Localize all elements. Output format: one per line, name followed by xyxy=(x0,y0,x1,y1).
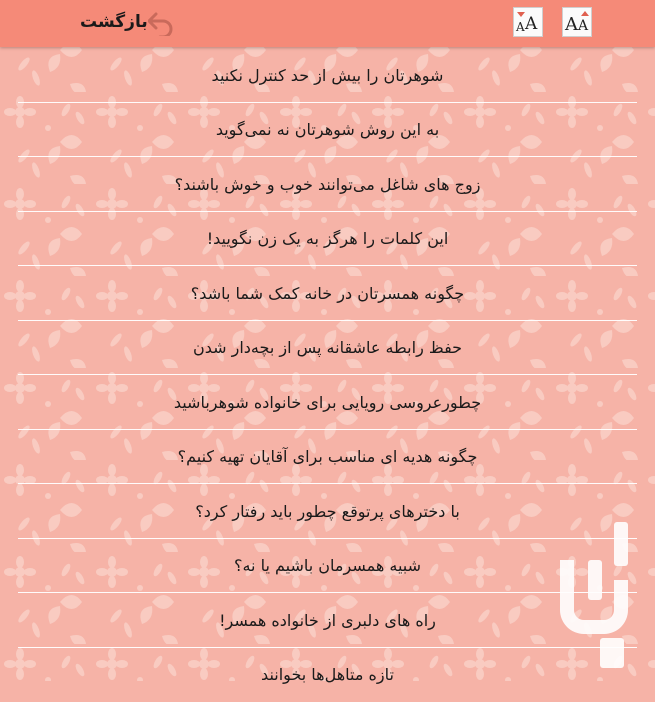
list-item-title: چگونه همسرتان در خانه کمک شما باشد؟ xyxy=(191,284,464,303)
list-item-title: با دخترهای پرتوقع چطور باید رفتار کرد؟ xyxy=(195,502,460,521)
list-item[interactable] xyxy=(0,321,655,376)
svg-text:A: A xyxy=(577,18,589,34)
list-item-title: تازه متاهل‌ها بخوانند xyxy=(261,665,394,684)
svg-text:A: A xyxy=(515,20,525,34)
list-item-title: چگونه هدیه ای مناسب برای آقایان تهیه کنیم؟ xyxy=(178,447,478,466)
list-item-title: چطورعروسی رویایی برای خانواده شوهرباشید xyxy=(174,393,481,412)
list-item[interactable] xyxy=(0,430,655,485)
list-item[interactable] xyxy=(0,48,655,103)
list-item[interactable] xyxy=(0,157,655,212)
font-size-small-icon xyxy=(514,8,542,36)
list-item[interactable] xyxy=(0,266,655,321)
decrease-font-button[interactable] xyxy=(513,7,543,37)
svg-text:A: A xyxy=(524,14,538,34)
increase-font-button[interactable] xyxy=(562,7,592,37)
font-size-large-icon xyxy=(563,8,591,36)
list-item[interactable] xyxy=(0,103,655,158)
list-item[interactable] xyxy=(0,212,655,267)
list-item-title: حفظ رابطه عاشقانه پس از بچه‌دار شدن xyxy=(193,338,462,357)
list-item-title: شوهرتان را بیش از حد کنترل نکنید xyxy=(212,66,444,85)
list-item-title: به این روش شوهرتان نه نمی‌گوید xyxy=(216,120,439,139)
back-label: بازگشت xyxy=(80,12,148,32)
svg-text:A: A xyxy=(564,14,579,35)
list-item-title: زوج های شاغل می‌توانند خوب و خوش باشند؟ xyxy=(175,175,481,194)
top-toolbar xyxy=(0,0,655,47)
back-button[interactable] xyxy=(80,9,180,39)
list-item[interactable] xyxy=(0,375,655,430)
list-item-title: راه های دلبری از خانواده همسر! xyxy=(219,611,436,630)
list-item-title: این کلمات را هرگز به یک زن نگویید! xyxy=(207,229,449,248)
list-item-title: شبیه همسرمان باشیم یا نه؟ xyxy=(234,556,421,575)
store-logo-watermark-icon xyxy=(548,520,638,670)
back-arrow-icon xyxy=(148,10,174,36)
